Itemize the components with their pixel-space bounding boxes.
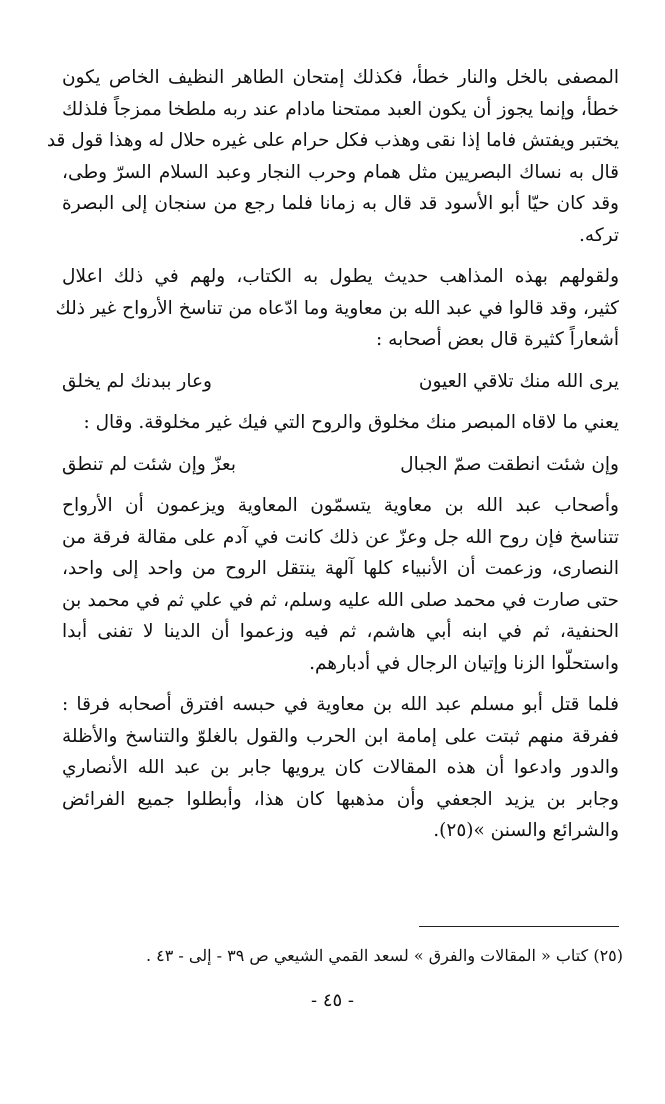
text-line: والشرائع والسنن »(٢٥). bbox=[433, 820, 619, 841]
text-line: النصارى، وزعمت أن الأنبياء كلها آلهة ينتقل الروح من واحد إلى واحد، bbox=[62, 558, 619, 579]
verse-hemistich-first: وإن شئت انطقت صمّ الجبال bbox=[400, 453, 619, 475]
text-line: وأصحاب عبد الله بن معاوية يتسمّون المعاوية ويزعمون أن الأرواح bbox=[62, 495, 619, 516]
verse-2 bbox=[62, 449, 619, 481]
verse-hemistich-first: يرى الله منك تلاقي العيون bbox=[418, 370, 619, 392]
text-line: وجابر بن يزيد الجعفي وأن مذهبها كان هذا، وأبطلوا جميع الفرائض bbox=[62, 788, 619, 810]
text-line: خطأ، وإنما يجوز أن يكون العبد ممتحنا مادام عند ربه ملطخا ممزجاً فلذلك bbox=[62, 98, 619, 120]
text-line: الحنفية، ثم في ابنه أبي هاشم، ثم فيه وزعموا أن الدينا لا تفنى أبدا bbox=[62, 621, 619, 642]
text-line: ففرقة منهم ثبتت على إمامة ابن الحرب والقول بالغلوّ والتناسخ والأظلة bbox=[62, 725, 619, 747]
paragraph-1 bbox=[46, 62, 619, 251]
text-line: حتى صارت في محمد صلى الله عليه وسلم، ثم في علي ثم في محمد بن bbox=[62, 589, 619, 611]
text-line: تركه. bbox=[579, 224, 619, 246]
verse-explanation: يعني ما لاقاه المبصر منك مخلوق والروح التي فيك غير مخلوقة. وقال : bbox=[83, 412, 619, 433]
text-line: والدور وادعوا أن هذه المقالات كان يرويها جابر بن عبد الله الأنصاري bbox=[62, 757, 619, 778]
text-line: ولقولهم بهذه المذاهب حديث يطول به الكتاب، ولهم في ذلك اعلال bbox=[62, 266, 619, 287]
paragraph-3 bbox=[62, 490, 619, 679]
text-line: كثير، وقد قالوا في عبد الله بن معاوية وما ادّعاه من تناسخ الأرواح غير ذلك bbox=[55, 297, 619, 319]
text-line: أشعاراً كثيرة قال بعض أصحابه : bbox=[376, 329, 619, 350]
text-line: المصفى بالخل والنار خطأ، فكذلك إمتحان الطاهر النظيف الخاص يكون bbox=[62, 67, 619, 88]
paragraph-4 bbox=[62, 689, 619, 847]
verse-1 bbox=[62, 366, 619, 398]
text-line: يختبر ويفتش فاما إذا نقى وهذب فكل حرام على غيره حلال له وهذا قول قد bbox=[46, 130, 619, 151]
verse-hemistich-second: وعار ببدنك لم يخلق bbox=[62, 370, 212, 392]
verse-hemistich-second: بعزّ وإن شئت لم تنطق bbox=[62, 453, 236, 475]
text-line: قال به نساك البصريين مثل همام وحرب النجار وعبد السلام السرّ وطى، bbox=[62, 161, 619, 183]
footnote: (٢٥) كتاب « المقالات والفرق » لسعد القمي الشيعي ص ٣٩ - إلى - ٤٣ . bbox=[145, 946, 623, 965]
page-number: - ٤٥ - bbox=[311, 990, 354, 1011]
paragraph-2 bbox=[55, 261, 619, 356]
text-line: وقد كان حيّا أبو الأسود قد قال به زمانا فلما رجع من سنجان إلى البصرة bbox=[62, 193, 619, 214]
footnote-divider bbox=[419, 926, 619, 927]
text-line: تتناسخ فإن روح الله جل وعزّ عن ذلك كانت في آدم على مقالة فرقة من bbox=[62, 526, 619, 548]
text-line: فلما قتل أبو مسلم عبد الله بن معاوية في حبسه افترق أصحابه فرقا : bbox=[62, 694, 619, 715]
text-line: واستحلّوا الزنا وإتيان الرجال في أدبارهم. bbox=[309, 652, 619, 674]
page-body bbox=[46, 62, 619, 847]
